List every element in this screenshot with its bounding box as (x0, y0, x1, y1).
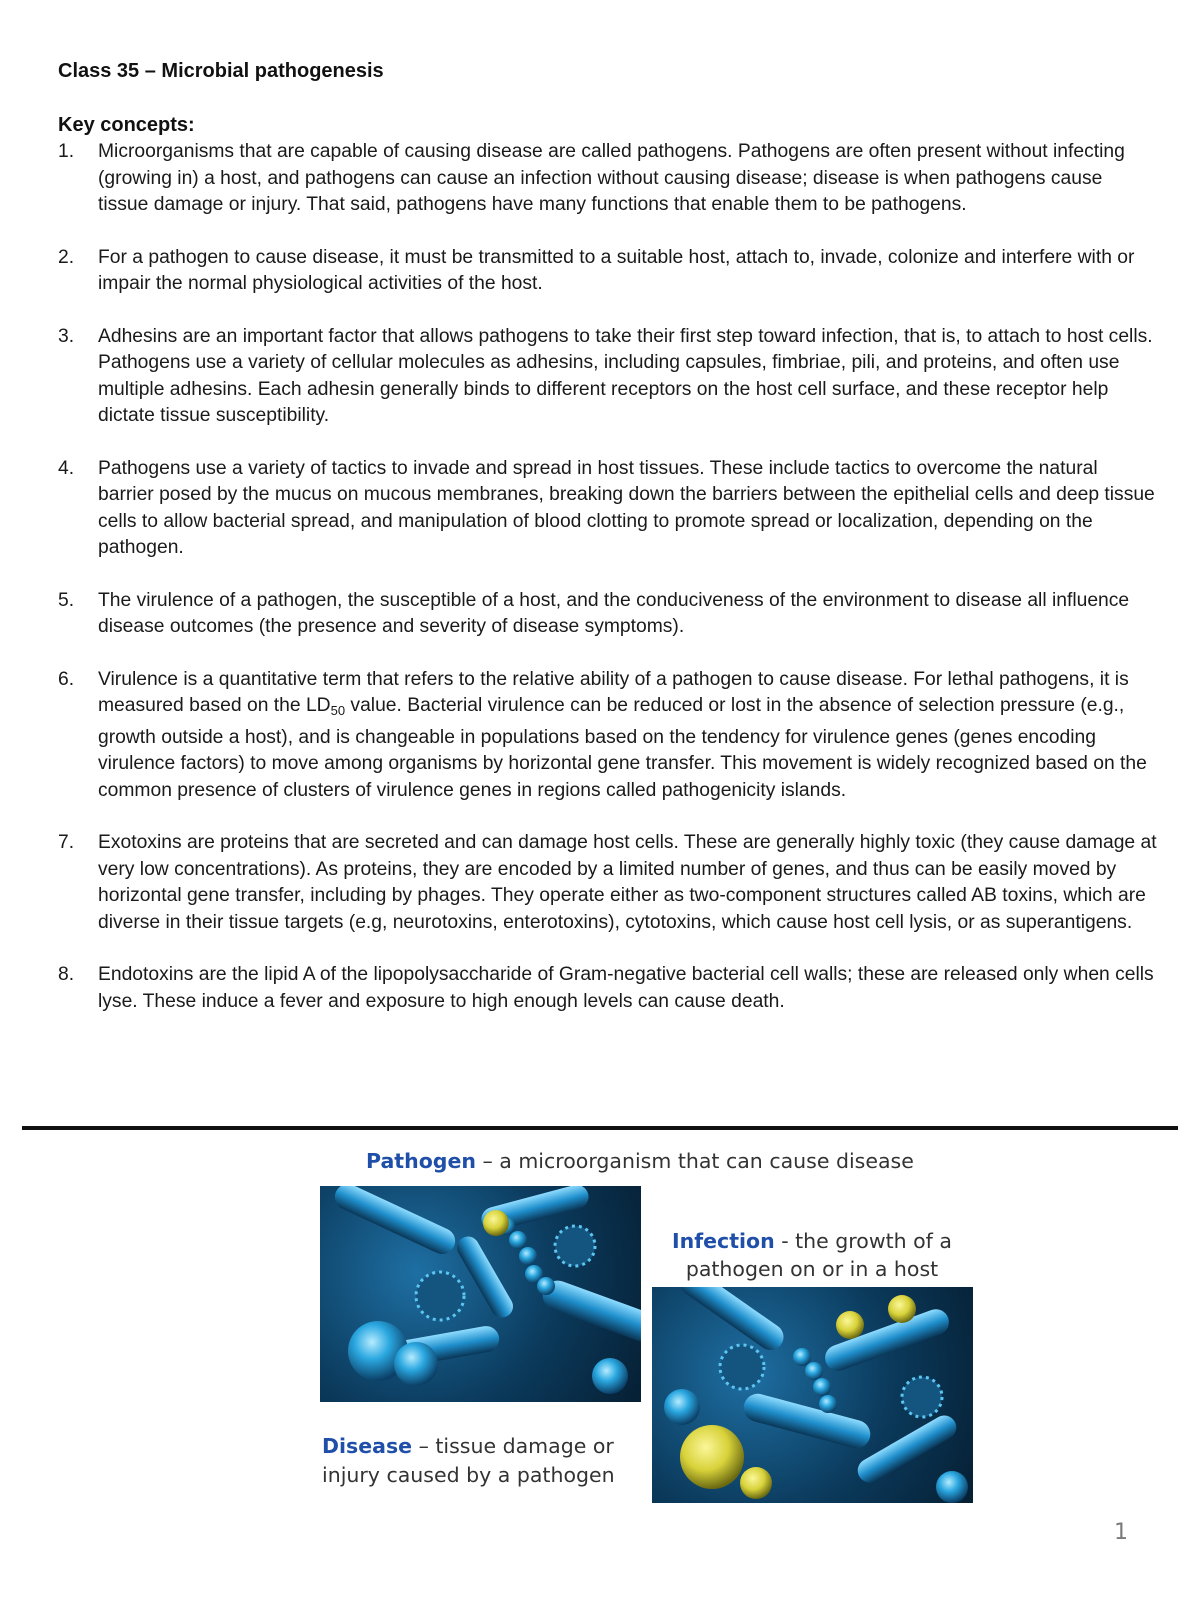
concept-item (58, 139, 1158, 219)
microbes-image-pathogen (320, 1186, 641, 1402)
disease-caption (322, 1432, 632, 1490)
page-number: 1 (1114, 1520, 1128, 1545)
concept-item (58, 667, 1158, 805)
pathogen-definition: – a microorganism that can cause disease (475, 1149, 914, 1173)
concept-item (58, 456, 1158, 562)
concept-item (58, 324, 1158, 430)
concept-item (58, 830, 1158, 936)
microbes-illustration (320, 1186, 641, 1402)
concept-number: 1. (58, 141, 75, 162)
infection-term: Infection (672, 1229, 775, 1253)
concept-text-after: value. Bacterial virulence can be reduced or lost in the absence of selection pressure (e.g., growth outside a host), and is changeable in populations based on the tendency for virulence genes (genes encoding virulence factors) to move among organisms by horizontal gene transfer. This movement is widely recognized based on the common presence of clusters of virulence genes in regions called pathogenicity islands. (98, 695, 1147, 801)
infection-definition: - the growth of a pathogen on or in a host (685, 1229, 952, 1281)
concept-number: 4. (58, 457, 75, 479)
concept-text: Exotoxins are proteins that are secreted and can damage host cells. These are generally highly toxic (they cause damage at very low concentrations). As proteins, they are encoded by a limited number of genes, and thus can be easily moved by horizontal gene transfer, including by phages. They operate either as two-component structures called AB toxins, which are diverse in their tissue targets (e.g, neurotoxins, enterotoxins), cytotoxins, which cause host cell lysis, or as superantigens. (98, 832, 1157, 933)
disease-definition: – tissue damage or injury caused by a pathogen (322, 1434, 615, 1487)
concept-number: 6. (58, 668, 75, 690)
pathogen-term: Pathogen (366, 1149, 476, 1173)
concept-number: 5. (58, 589, 75, 611)
concept-text (98, 669, 1147, 801)
concept-number: 8. (58, 964, 75, 985)
concept-number: 2. (58, 246, 75, 268)
concept-text: Microorganisms that are capable of causing disease are called pathogens. Pathogens are often present without infecting (growing in) a host, and pathogens can cause an infection without causing disease; disease is when pathogens cause tissue damage or injury. That said, pathogens have many functions that enable them to be pathogens. (98, 141, 1125, 215)
concept-text-before: Virulence is a quantitative term that refers to the relative ability of a pathogen to cause disease. For lethal pathogens, it is measured based on the LD (98, 668, 1129, 716)
ld50-subscript: 50 (330, 703, 346, 718)
key-concepts-heading: Key concepts: (58, 114, 195, 136)
pathogen-caption (366, 1149, 914, 1173)
concept-text: For a pathogen to cause disease, it must be transmitted to a suitable host, attach to, invade, colonize and interfere with or impair the normal physiological activities of the host. (98, 246, 1135, 294)
concept-text: Pathogens use a variety of tactics to invade and spread in host tissues. These include tactics to overcome the natural barrier posed by the mucus on mucous membranes, breaking down the barriers between the epithelial cells and deep tissue cells to allow bacterial spread, and manipulation of blood clotting to promote spread or localization, depending on the pathogen. (98, 457, 1155, 558)
concept-number: 7. (58, 832, 75, 853)
concept-number: 3. (58, 325, 75, 347)
section-divider (22, 1126, 1178, 1130)
microbes-image-infection (652, 1287, 973, 1503)
concept-text: Endotoxins are the lipid A of the lipopolysaccharide of Gram-negative bacterial cell walls; these are released only when cells lyse. These induce a fever and exposure to high enough levels can cause death. (98, 964, 1154, 1012)
infection-caption (654, 1227, 970, 1283)
concept-item (58, 245, 1158, 298)
concept-item (58, 588, 1158, 641)
disease-term: Disease (322, 1434, 413, 1458)
concept-item (58, 962, 1158, 1015)
key-concepts-list (58, 139, 1158, 1041)
microbes-illustration (652, 1287, 973, 1503)
concept-text: The virulence of a pathogen, the susceptible of a host, and the conduciveness of the environment to disease all influence disease outcomes (the presence and severity of disease symptoms). (98, 589, 1130, 637)
page-title: Class 35 – Microbial pathogenesis (58, 60, 384, 82)
concept-text: Adhesins are an important factor that allows pathogens to take their first step toward infection, that is, to attach to host cells. Pathogens use a variety of cellular molecules as adhesins, including capsules, fimbriae, pili, and proteins, and often use multiple adhesins. Each adhesin generally binds to different receptors on the host cell surface, and these receptor help dictate tissue susceptibility. (98, 325, 1153, 426)
